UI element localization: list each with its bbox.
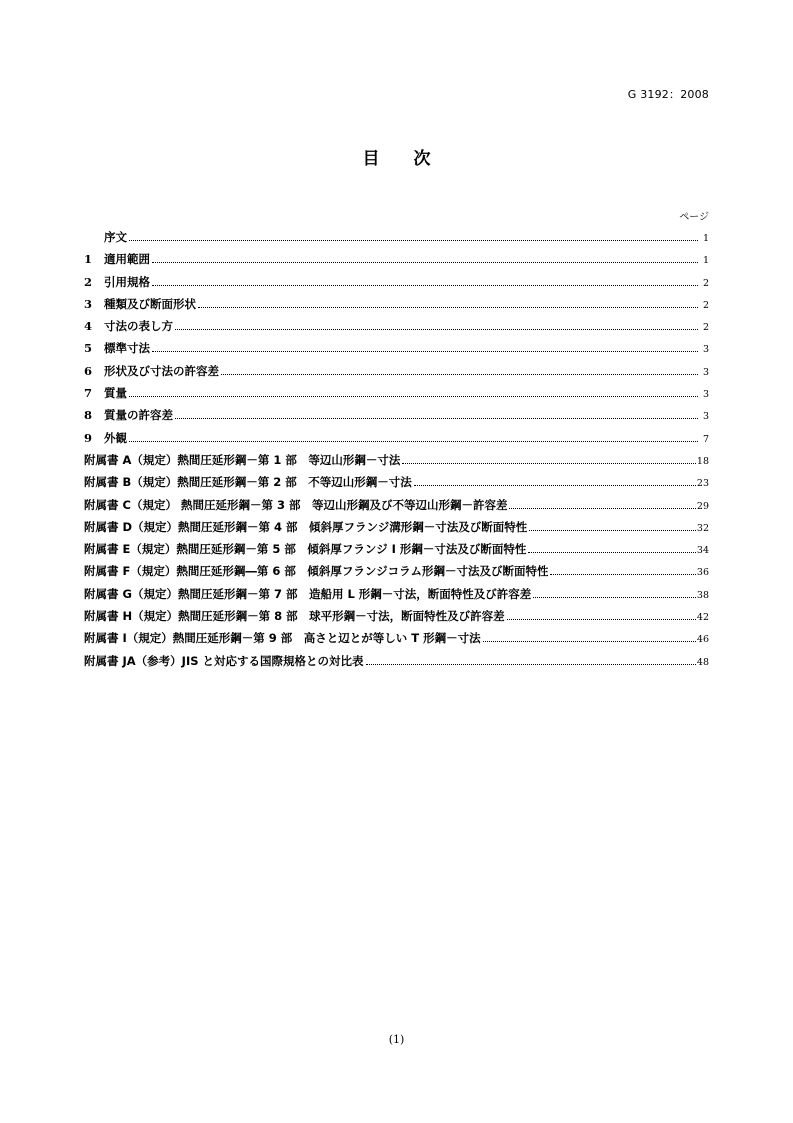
dot-leader — [129, 441, 698, 442]
toc-entry[interactable] — [84, 653, 709, 675]
toc-entry-page: 32 — [696, 522, 709, 534]
toc-entry-title: 附属書 B（規定）熱間圧延形鋼－第 2 部 不等辺山形鋼－寸法 — [84, 475, 412, 490]
dot-leader — [152, 351, 698, 352]
toc-entry-page: 3 — [702, 366, 709, 378]
page-title: 目 次 — [362, 149, 445, 169]
toc-entry-title: 寸法の表し方 — [104, 319, 173, 334]
toc-entry[interactable] — [84, 318, 709, 340]
toc-entry-title: 標準寸法 — [104, 341, 150, 356]
toc-entry-page: 46 — [696, 634, 709, 646]
dot-leader — [175, 329, 698, 330]
toc-entry-title: 質量の許容差 — [104, 408, 173, 423]
toc-entry[interactable] — [84, 385, 709, 407]
toc-entry-number: 3 — [84, 296, 93, 311]
toc-entry[interactable] — [84, 519, 709, 541]
toc-entry-page: 42 — [696, 612, 709, 624]
dot-leader — [507, 619, 696, 620]
toc-entry-number: 2 — [84, 274, 93, 289]
toc-entry-page: 1 — [702, 255, 709, 267]
dot-leader — [152, 285, 698, 286]
document-number: G 3192：2008 — [627, 88, 709, 101]
toc-entry-page: 2 — [702, 299, 709, 311]
toc-entry-number: 9 — [84, 430, 93, 445]
toc-entry-title: 外観 — [104, 430, 127, 445]
dot-leader — [529, 530, 696, 531]
dot-leader — [198, 307, 698, 308]
toc-entry[interactable] — [84, 452, 709, 474]
toc-entry-title: 適用範囲 — [104, 252, 150, 267]
dot-leader — [402, 463, 695, 464]
toc-entry-title: 附属書 D（規定）熱間圧延形鋼－第 4 部 傾斜厚フランジ溝形鋼－寸法及び断面特性 — [84, 519, 528, 534]
toc-entry-title: 附属書 G（規定）熱間圧延形鋼－第 7 部 造船用 L 形鋼－寸法，断面特性及び許容差 — [84, 586, 532, 601]
dot-leader — [483, 641, 696, 642]
toc-entry-number: 8 — [84, 408, 93, 423]
toc-entry-page: 7 — [702, 433, 709, 445]
toc-entry-number: 7 — [84, 386, 93, 401]
page-column-label: ページ — [679, 212, 709, 223]
dot-leader — [221, 374, 698, 375]
toc-entry-page: 34 — [696, 545, 709, 557]
toc-entry-title: 附属書 E（規定）熱間圧延形鋼－第 5 部 傾斜厚フランジ I 形鋼－寸法及び断面特性 — [84, 542, 527, 557]
toc-entry[interactable] — [84, 229, 709, 251]
toc-entry-title: 附属書 I（規定）熱間圧延形鋼－第 9 部 高さと辺とが等しい T 形鋼－寸法 — [84, 631, 481, 646]
toc-entry[interactable] — [84, 251, 709, 273]
toc-entry-title: 附属書 F（規定）熱間圧延形鋼―第 6 部 傾斜厚フランジコラム形鋼－寸法及び断面特性 — [84, 564, 549, 579]
dot-leader — [129, 396, 698, 397]
toc-entry-title: 附属書 H（規定）熱間圧延形鋼－第 8 部 球平形鋼－寸法，断面特性及び許容差 — [84, 609, 505, 624]
dot-leader — [366, 664, 696, 665]
toc-entry[interactable] — [84, 474, 709, 496]
toc-entry[interactable] — [84, 407, 709, 429]
toc-entry-page: 38 — [696, 589, 709, 601]
toc-entry-title: 附属書 C（規定） 熱間圧延形鋼－第 3 部 等辺山形鋼及び不等辺山形鋼－許容差 — [84, 497, 508, 512]
toc-entry[interactable] — [84, 586, 709, 608]
toc-entry-page: 2 — [702, 322, 709, 334]
dot-leader — [509, 508, 695, 509]
toc-entry-number: 1 — [84, 252, 93, 267]
toc-entry-number: 4 — [84, 319, 93, 334]
toc-entry-title: 序文 — [104, 230, 127, 244]
toc-entry[interactable] — [84, 541, 709, 563]
toc-entry-title: 引用規格 — [104, 274, 150, 289]
toc-entry-page: 3 — [702, 344, 709, 356]
toc-entry[interactable] — [84, 363, 709, 385]
toc-entry[interactable] — [84, 563, 709, 585]
dot-leader — [152, 262, 698, 263]
toc-entry[interactable] — [84, 497, 709, 519]
dot-leader — [533, 597, 696, 598]
footer-page-number: (1) — [388, 1033, 405, 1046]
toc-entry-page: 2 — [702, 277, 709, 289]
dot-leader — [175, 418, 698, 419]
toc-entry[interactable] — [84, 430, 709, 452]
toc-entry-page: 29 — [696, 500, 709, 512]
toc-entry-page: 3 — [702, 389, 709, 401]
table-of-contents — [84, 229, 709, 675]
dot-leader — [528, 552, 696, 553]
toc-entry[interactable] — [84, 630, 709, 652]
toc-entry-title: 附属書 A（規定）熱間圧延形鋼－第 1 部 等辺山形鋼－寸法 — [84, 452, 401, 467]
toc-entry-page: 3 — [702, 411, 709, 423]
toc-entry-title: 種類及び断面形状 — [104, 296, 196, 311]
toc-entry[interactable] — [84, 296, 709, 318]
toc-entry-title: 附属書 JA（参考）JIS と対応する国際規格との対比表 — [84, 653, 364, 668]
toc-entry-title: 形状及び寸法の許容差 — [104, 363, 219, 378]
toc-entry-number: 6 — [84, 363, 93, 378]
toc-entry[interactable] — [84, 340, 709, 362]
toc-entry-page: 48 — [696, 656, 709, 668]
dot-leader — [129, 240, 698, 241]
toc-entry-page: 1 — [702, 233, 709, 244]
toc-entry-page: 18 — [696, 455, 709, 467]
toc-entry[interactable] — [84, 274, 709, 296]
dot-leader — [414, 485, 696, 486]
toc-entry-title: 質量 — [104, 386, 127, 401]
toc-entry-number: 5 — [84, 341, 93, 356]
toc-entry-page: 23 — [696, 478, 709, 490]
dot-leader — [550, 574, 695, 575]
toc-entry[interactable] — [84, 608, 709, 630]
toc-entry-page: 36 — [696, 567, 709, 579]
